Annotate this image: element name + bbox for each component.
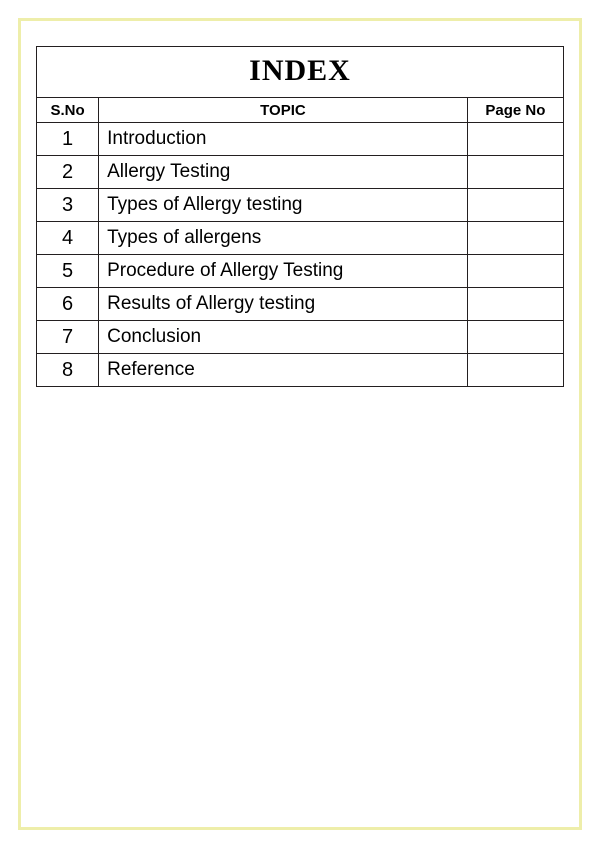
row-topic: Types of allergens	[99, 222, 468, 255]
row-page-no	[467, 123, 563, 156]
column-header-sno: S.No	[37, 98, 99, 123]
row-page-no	[467, 156, 563, 189]
row-topic: Results of Allergy testing	[99, 288, 468, 321]
row-topic: Reference	[99, 354, 468, 387]
row-topic: Types of Allergy testing	[99, 189, 468, 222]
row-sno: 6	[37, 288, 99, 321]
row-topic: Introduction	[99, 123, 468, 156]
row-sno: 3	[37, 189, 99, 222]
table-row	[37, 288, 564, 321]
table-row	[37, 222, 564, 255]
table-row	[37, 123, 564, 156]
page-title: INDEX	[37, 47, 564, 98]
column-header-topic: TOPIC	[99, 98, 468, 123]
row-topic: Procedure of Allergy Testing	[99, 255, 468, 288]
row-page-no	[467, 222, 563, 255]
column-header-page-no: Page No	[467, 98, 563, 123]
row-sno: 8	[37, 354, 99, 387]
index-table	[36, 46, 564, 387]
row-sno: 4	[37, 222, 99, 255]
row-sno: 1	[37, 123, 99, 156]
row-sno: 5	[37, 255, 99, 288]
row-page-no	[467, 321, 563, 354]
row-sno: 7	[37, 321, 99, 354]
table-row	[37, 156, 564, 189]
table-row	[37, 189, 564, 222]
table-row	[37, 255, 564, 288]
table-row	[37, 354, 564, 387]
row-sno: 2	[37, 156, 99, 189]
row-page-no	[467, 288, 563, 321]
row-page-no	[467, 189, 563, 222]
row-page-no	[467, 354, 563, 387]
table-row	[37, 321, 564, 354]
row-page-no	[467, 255, 563, 288]
index-content	[36, 46, 564, 387]
row-topic: Allergy Testing	[99, 156, 468, 189]
title-row	[37, 47, 564, 98]
row-topic: Conclusion	[99, 321, 468, 354]
table-header-row	[37, 98, 564, 123]
